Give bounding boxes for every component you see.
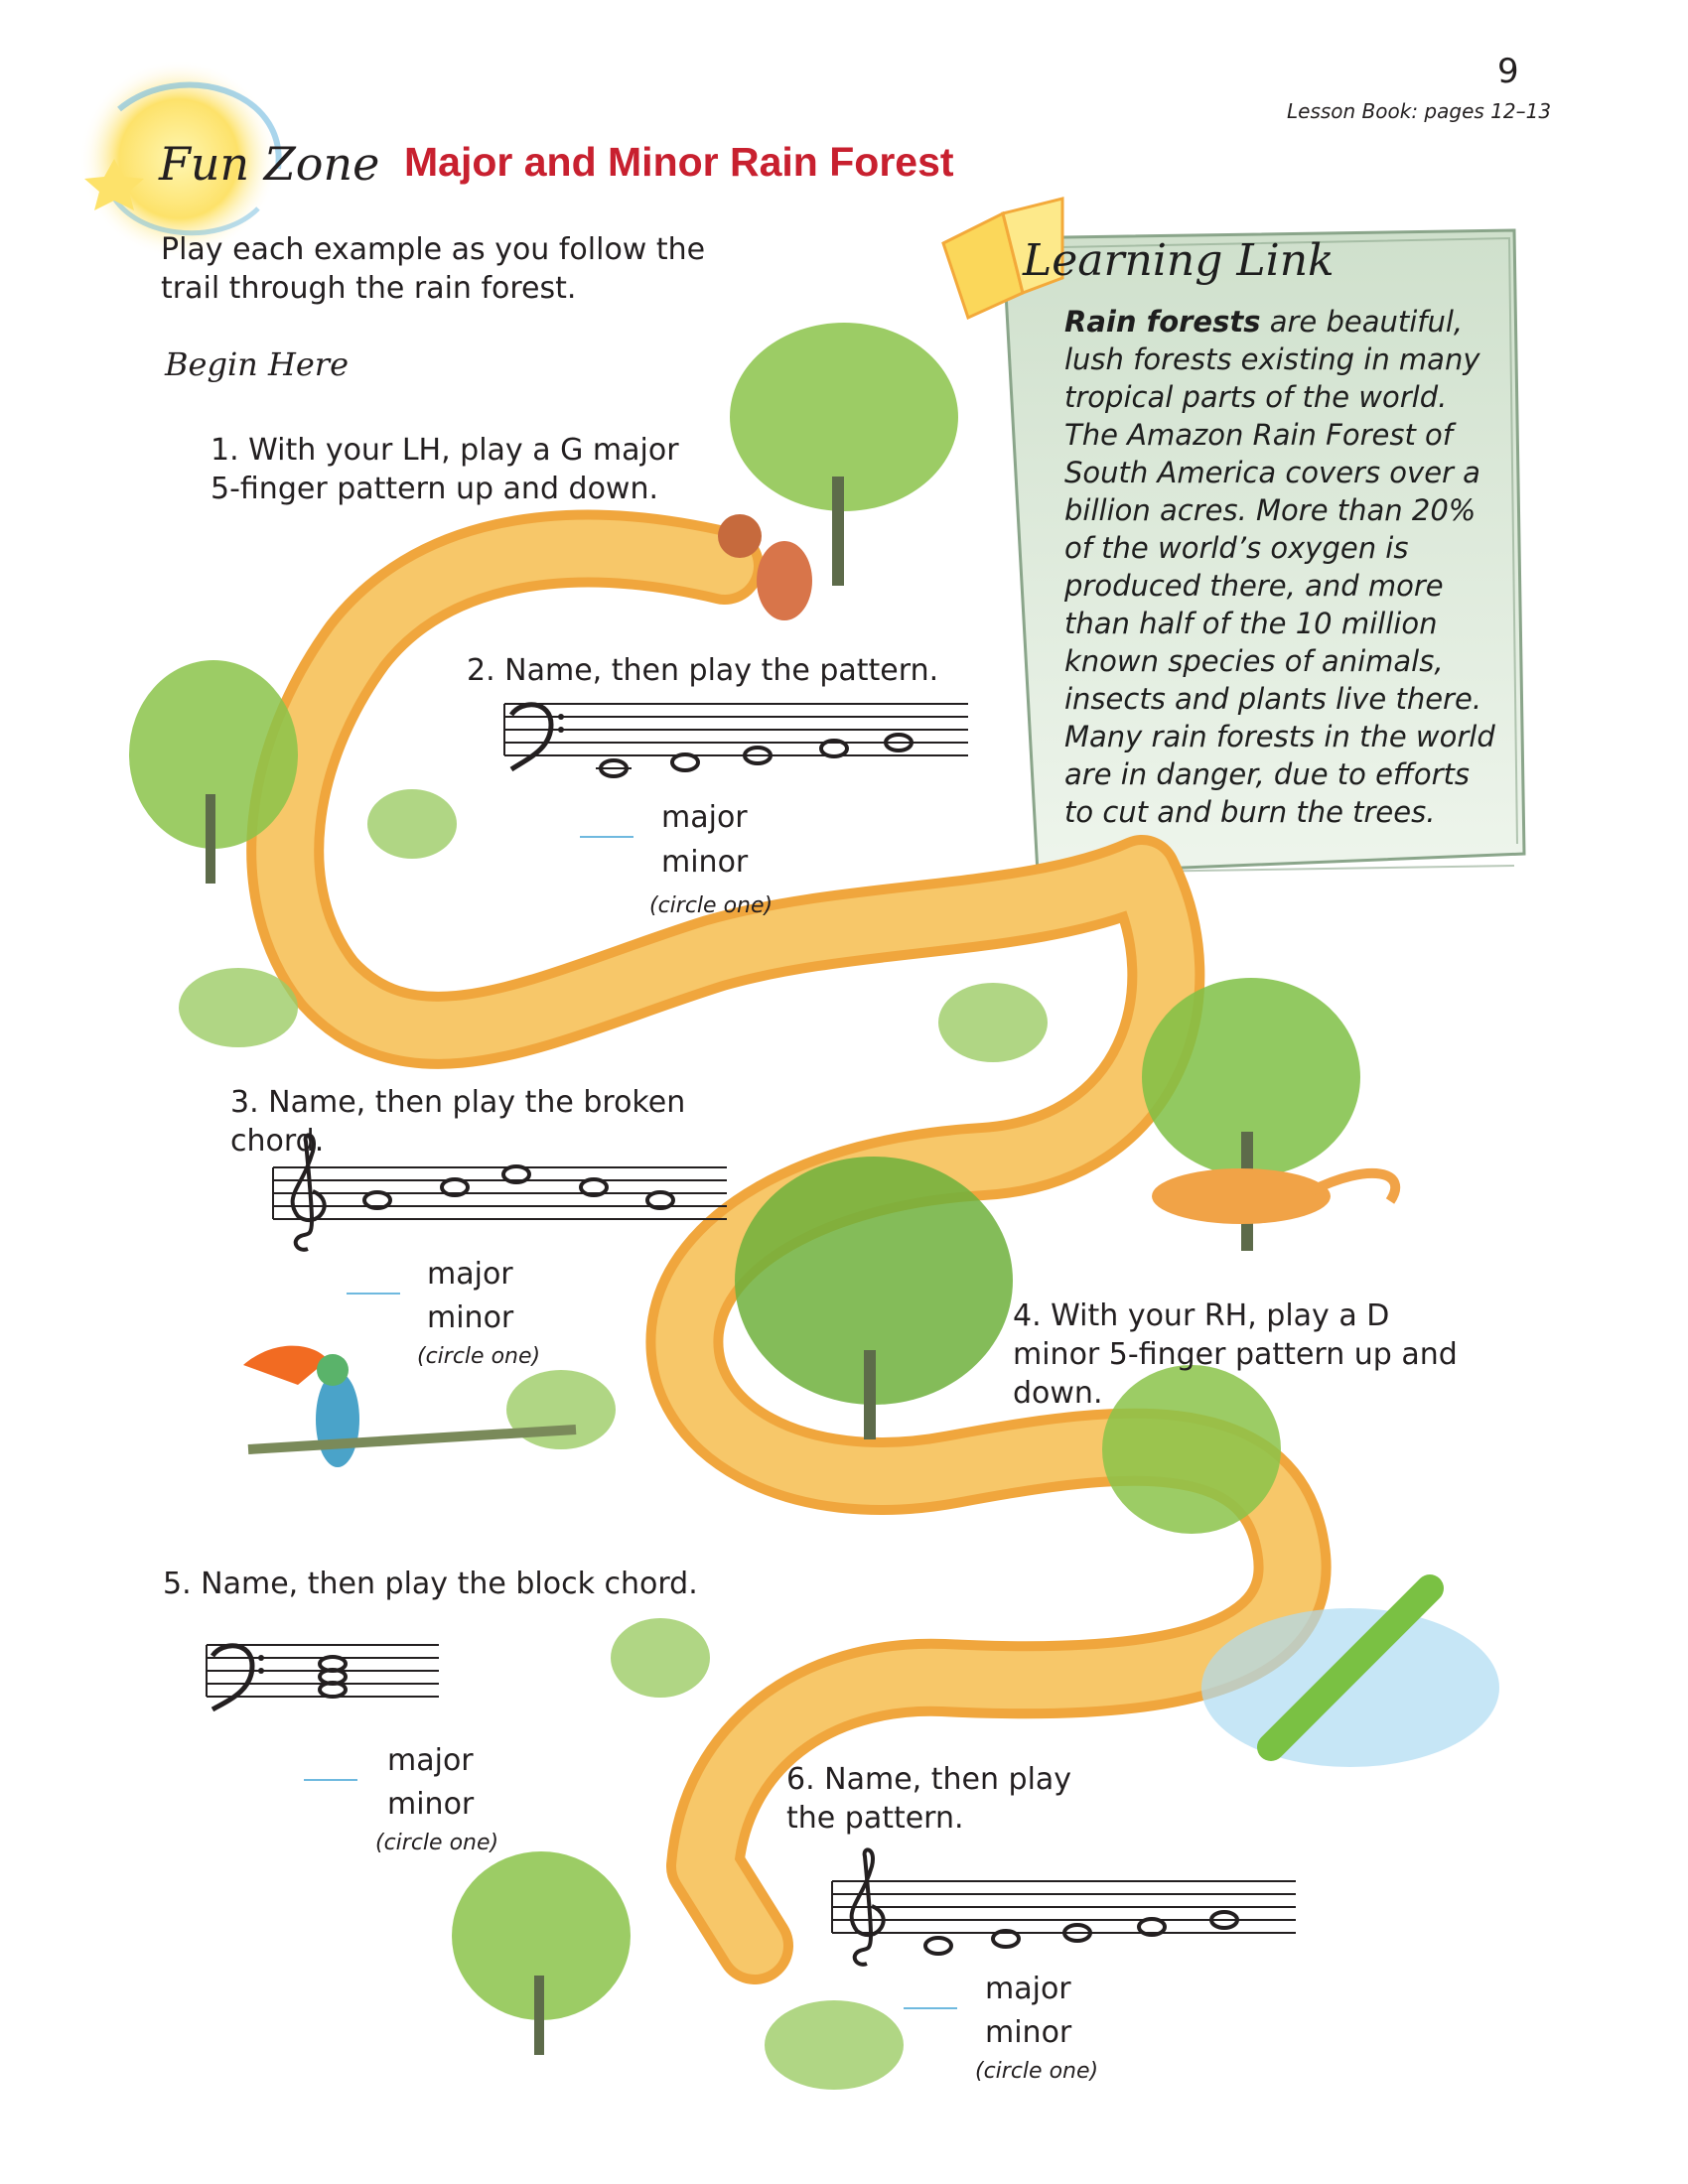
step-5: [163, 1565, 699, 1603]
step-text: Name, then play the broken chord.: [230, 1085, 686, 1159]
step-1: [211, 431, 707, 508]
step-text: With your RH, play a D minor 5-finger pattern up and down.: [1013, 1298, 1458, 1411]
step-text: Name, then play the block chord.: [201, 1567, 698, 1601]
circle-instruction: (circle one): [649, 893, 774, 918]
page-title: Major and Minor Rain Forest: [404, 139, 954, 185]
step-text: Name, then play the pattern.: [504, 653, 939, 688]
step-number: 6.: [786, 1762, 815, 1797]
bass-clef-icon: [212, 1646, 264, 1709]
circle-instruction: (circle one): [975, 2059, 1099, 2084]
section-label: Fun Zone: [159, 137, 380, 191]
step-text: With your LH, play a G major 5-finger pattern up and down.: [211, 433, 679, 506]
choice-minor[interactable]: minor: [387, 1787, 475, 1822]
bass-clef-icon: [511, 705, 564, 769]
staff-example-2: [504, 704, 968, 755]
choice-major[interactable]: major: [985, 1972, 1071, 2006]
step-2: [467, 651, 943, 690]
staff-example-6: [832, 1881, 1296, 1933]
circle-instruction: (circle one): [417, 1344, 541, 1369]
step-3: [230, 1083, 786, 1160]
tree-icon: [730, 323, 958, 586]
step-text: Name, then play the pattern.: [786, 1762, 1072, 1836]
step-4: [1013, 1297, 1470, 1413]
learning-link-text: [1064, 303, 1501, 831]
choice-major[interactable]: major: [387, 1743, 474, 1778]
choice-major[interactable]: major: [427, 1257, 513, 1292]
learning-link-body: are beautiful, lush forests existing in many tropical parts of the world. The Amazon Rain Forest of South America covers over a billion acres. More than 20% of the world’s oxygen is produced there, and more than half of the 10 million known species of animals, insects and plants live there. Many rain forests in the world are in danger, due to efforts to cut and burn the trees.: [1064, 305, 1495, 829]
step-number: 3.: [230, 1085, 259, 1120]
step-number: 5.: [163, 1567, 192, 1601]
tree-icon: [452, 1851, 631, 2055]
answer-blank[interactable]: [580, 836, 633, 838]
choice-minor[interactable]: minor: [427, 1300, 514, 1335]
step-number: 4.: [1013, 1298, 1042, 1333]
choice-major[interactable]: major: [661, 800, 748, 835]
learning-link-bold-lead: Rain forests: [1064, 305, 1261, 339]
chord-example-5: [320, 1657, 346, 1697]
learning-link-heading: Learning Link: [1023, 235, 1335, 286]
answer-blank[interactable]: [904, 2007, 957, 2009]
choice-minor[interactable]: minor: [985, 2015, 1072, 2050]
step-number: 1.: [211, 433, 239, 468]
lesson-reference: Lesson Book: pages 12–13: [1287, 99, 1552, 123]
page-number: 9: [1497, 52, 1519, 91]
jaguar-icon: [1152, 1168, 1395, 1224]
answer-blank[interactable]: [347, 1293, 400, 1295]
answer-blank[interactable]: [304, 1779, 357, 1781]
tree-icon: [735, 1157, 1013, 1439]
circle-instruction: (circle one): [375, 1831, 499, 1855]
choice-minor[interactable]: minor: [661, 845, 749, 880]
step-6: [786, 1760, 1084, 1838]
intro-text: Play each example as you follow the trail through the rain forest.: [161, 232, 706, 306]
step-number: 2.: [467, 653, 495, 688]
begin-label: Begin Here: [165, 345, 350, 383]
note-group-example-3: [364, 1166, 673, 1208]
